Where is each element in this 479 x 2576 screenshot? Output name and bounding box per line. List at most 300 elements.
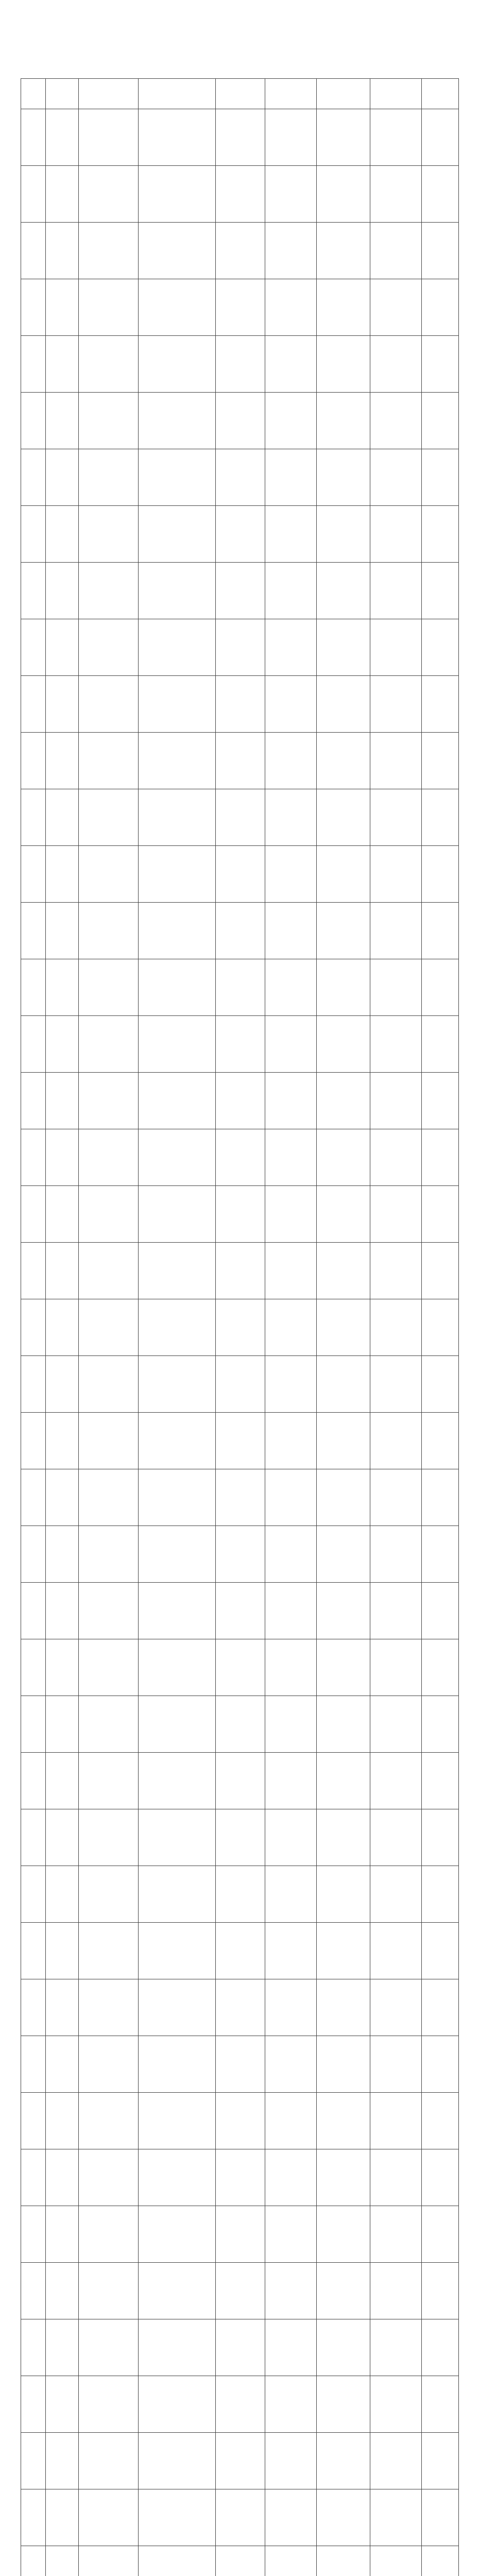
table-cell-c6 <box>265 1243 317 1299</box>
table-cell-c1 <box>21 1129 46 1186</box>
table-cell-c3 <box>79 846 139 903</box>
table-cell-c9 <box>422 1979 459 2036</box>
table-cell-c5 <box>216 449 265 506</box>
table-cell-c6 <box>265 2433 317 2489</box>
table-cell-c7 <box>317 1753 370 1809</box>
table-cell-c3 <box>79 166 139 223</box>
table-cell-c9 <box>422 2376 459 2433</box>
table-cell-c4 <box>139 2206 216 2263</box>
table-cell-c3 <box>79 2263 139 2319</box>
table-cell-c5 <box>216 2433 265 2489</box>
table-cell-c1 <box>21 563 46 619</box>
table-cell-c5 <box>216 2093 265 2149</box>
table-cell-c9 <box>422 1243 459 1299</box>
table-row <box>21 1866 459 1923</box>
table-cell-c6 <box>265 1356 317 1413</box>
table-cell-c4 <box>139 1696 216 1753</box>
table-cell-c9 <box>422 903 459 959</box>
table-cell-c4 <box>139 1866 216 1923</box>
table-cell-c2 <box>46 506 79 563</box>
table-cell-c6 <box>265 1639 317 1696</box>
table-cell-c7 <box>317 1299 370 1356</box>
table-row <box>21 563 459 619</box>
table-cell-c3 <box>79 1696 139 1753</box>
table-cell-c4 <box>139 1526 216 1583</box>
table-cell-c2 <box>46 846 79 903</box>
table-cell-c4 <box>139 2149 216 2206</box>
table-cell-c2 <box>46 2093 79 2149</box>
table-cell-c4 <box>139 789 216 846</box>
table-cell-c3 <box>79 2036 139 2093</box>
table-cell-c6 <box>265 449 317 506</box>
table-cell-c1 <box>21 2263 46 2319</box>
table-cell-c1 <box>21 733 46 789</box>
table-cell-c4 <box>139 1073 216 1129</box>
table-row <box>21 336 459 393</box>
table-cell-c7 <box>317 2546 370 2576</box>
table-cell-c9 <box>422 393 459 449</box>
column-header-c8 <box>370 79 422 109</box>
table-cell-c1 <box>21 2376 46 2433</box>
table-cell-c3 <box>79 1809 139 1866</box>
table-cell-c4 <box>139 506 216 563</box>
table-cell-c6 <box>265 1809 317 1866</box>
table-cell-c9 <box>422 1809 459 1866</box>
table-cell-c8 <box>370 2263 422 2319</box>
table-row <box>21 1299 459 1356</box>
table-cell-c6 <box>265 2489 317 2546</box>
column-header-c7 <box>317 79 370 109</box>
table-cell-c2 <box>46 1243 79 1299</box>
table-cell-c7 <box>317 1469 370 1526</box>
table-row <box>21 1413 459 1469</box>
table-row <box>21 1696 459 1753</box>
table-cell-c1 <box>21 279 46 336</box>
table-cell-c2 <box>46 336 79 393</box>
table-cell-c6 <box>265 2206 317 2263</box>
table-cell-c4 <box>139 1753 216 1809</box>
table-cell-c6 <box>265 506 317 563</box>
table-cell-c7 <box>317 1809 370 1866</box>
table-cell-c6 <box>265 2263 317 2319</box>
table-cell-c1 <box>21 1413 46 1469</box>
table-cell-c7 <box>317 2319 370 2376</box>
table-cell-c9 <box>422 789 459 846</box>
table-cell-c7 <box>317 2149 370 2206</box>
table-cell-c7 <box>317 393 370 449</box>
table-cell-c5 <box>216 2489 265 2546</box>
table-cell-c8 <box>370 2319 422 2376</box>
table-cell-c7 <box>317 279 370 336</box>
column-header-c5 <box>216 79 265 109</box>
table-cell-c4 <box>139 563 216 619</box>
table-cell-c7 <box>317 223 370 279</box>
table-cell-c2 <box>46 1526 79 1583</box>
table-cell-c5 <box>216 1186 265 1243</box>
table-cell-c2 <box>46 1413 79 1469</box>
table-cell-c2 <box>46 1866 79 1923</box>
table-row <box>21 619 459 676</box>
table-cell-c1 <box>21 2489 46 2546</box>
table-cell-c2 <box>46 166 79 223</box>
table-cell-c9 <box>422 1866 459 1923</box>
table-cell-c5 <box>216 1469 265 1526</box>
table-cell-c4 <box>139 619 216 676</box>
table-cell-c3 <box>79 1016 139 1073</box>
table-cell-c1 <box>21 1469 46 1526</box>
table-cell-c3 <box>79 733 139 789</box>
table-cell-c3 <box>79 506 139 563</box>
table-row <box>21 1073 459 1129</box>
table-cell-c6 <box>265 2093 317 2149</box>
table-cell-c4 <box>139 1016 216 1073</box>
table-cell-c7 <box>317 1073 370 1129</box>
table-cell-c5 <box>216 2036 265 2093</box>
table-cell-c6 <box>265 959 317 1016</box>
table-cell-c7 <box>317 789 370 846</box>
table-row <box>21 2319 459 2376</box>
table-cell-c7 <box>317 1979 370 2036</box>
table-cell-c7 <box>317 109 370 166</box>
table-cell-c9 <box>422 1073 459 1129</box>
table-cell-c8 <box>370 2149 422 2206</box>
table-cell-c9 <box>422 449 459 506</box>
table-cell-c4 <box>139 1129 216 1186</box>
table-cell-c2 <box>46 563 79 619</box>
table-cell-c7 <box>317 336 370 393</box>
table-cell-c7 <box>317 1243 370 1299</box>
table-cell-c5 <box>216 279 265 336</box>
table-cell-c3 <box>79 1866 139 1923</box>
table-cell-c5 <box>216 846 265 903</box>
table-cell-c3 <box>79 223 139 279</box>
table-cell-c8 <box>370 223 422 279</box>
table-row <box>21 449 459 506</box>
table-cell-c9 <box>422 109 459 166</box>
table-cell-c4 <box>139 1243 216 1299</box>
table-cell-c3 <box>79 1753 139 1809</box>
table-cell-c8 <box>370 1016 422 1073</box>
table-cell-c4 <box>139 903 216 959</box>
table-cell-c3 <box>79 1356 139 1413</box>
table-cell-c1 <box>21 449 46 506</box>
table-cell-c9 <box>422 223 459 279</box>
table-cell-c5 <box>216 2376 265 2433</box>
table-cell-c6 <box>265 1923 317 1979</box>
table-cell-c8 <box>370 1866 422 1923</box>
table-cell-c6 <box>265 1129 317 1186</box>
table-cell-c3 <box>79 2546 139 2576</box>
table-row <box>21 109 459 166</box>
table-cell-c8 <box>370 959 422 1016</box>
table-cell-c9 <box>422 619 459 676</box>
table-cell-c8 <box>370 2206 422 2263</box>
table-cell-c4 <box>139 1356 216 1413</box>
table-cell-c1 <box>21 336 46 393</box>
table-cell-c1 <box>21 1979 46 2036</box>
table-cell-c2 <box>46 1129 79 1186</box>
table-cell-c6 <box>265 563 317 619</box>
table-row <box>21 903 459 959</box>
table-cell-c6 <box>265 1696 317 1753</box>
table-row <box>21 166 459 223</box>
table-cell-c6 <box>265 279 317 336</box>
table-cell-c9 <box>422 1639 459 1696</box>
table-cell-c1 <box>21 1243 46 1299</box>
table-cell-c1 <box>21 1809 46 1866</box>
table-cell-c9 <box>422 336 459 393</box>
table-cell-c2 <box>46 1356 79 1413</box>
table-cell-c6 <box>265 2036 317 2093</box>
table-cell-c9 <box>422 1923 459 1979</box>
table-row <box>21 1129 459 1186</box>
table-cell-c6 <box>265 223 317 279</box>
table-cell-c8 <box>370 846 422 903</box>
table-cell-c8 <box>370 506 422 563</box>
table-cell-c6 <box>265 393 317 449</box>
table-cell-c1 <box>21 1583 46 1639</box>
table-cell-c5 <box>216 619 265 676</box>
table-cell-c5 <box>216 733 265 789</box>
table-cell-c3 <box>79 1469 139 1526</box>
column-header-c2 <box>46 79 79 109</box>
table-cell-c2 <box>46 733 79 789</box>
table-cell-c1 <box>21 2149 46 2206</box>
table-cell-c5 <box>216 1413 265 1469</box>
table-cell-c2 <box>46 676 79 733</box>
table-cell-c1 <box>21 1356 46 1413</box>
table-cell-c4 <box>139 959 216 1016</box>
table-cell-c4 <box>139 846 216 903</box>
table-cell-c7 <box>317 846 370 903</box>
table-cell-c2 <box>46 1016 79 1073</box>
table-cell-c7 <box>317 1186 370 1243</box>
table-cell-c7 <box>317 506 370 563</box>
table-cell-c1 <box>21 166 46 223</box>
column-header-c4 <box>139 79 216 109</box>
table-cell-c4 <box>139 336 216 393</box>
table-cell-c1 <box>21 1526 46 1583</box>
table-cell-c4 <box>139 2433 216 2489</box>
table-cell-c5 <box>216 2263 265 2319</box>
table-cell-c9 <box>422 1469 459 1526</box>
table-cell-c1 <box>21 2319 46 2376</box>
table-cell-c3 <box>79 1413 139 1469</box>
table-cell-c6 <box>265 1583 317 1639</box>
table-cell-c9 <box>422 506 459 563</box>
table-cell-c2 <box>46 1583 79 1639</box>
table-cell-c8 <box>370 903 422 959</box>
table-cell-c7 <box>317 1639 370 1696</box>
table-cell-c5 <box>216 1923 265 1979</box>
table-cell-c6 <box>265 336 317 393</box>
table-cell-c7 <box>317 1923 370 1979</box>
table-cell-c8 <box>370 109 422 166</box>
table-cell-c5 <box>216 903 265 959</box>
table-cell-c6 <box>265 619 317 676</box>
table-cell-c1 <box>21 1923 46 1979</box>
table-cell-c4 <box>139 109 216 166</box>
document-title <box>21 47 458 70</box>
table-row <box>21 1016 459 1073</box>
table-cell-c8 <box>370 563 422 619</box>
table-cell-c4 <box>139 1299 216 1356</box>
table-row <box>21 2036 459 2093</box>
table-row <box>21 2093 459 2149</box>
table-cell-c6 <box>265 166 317 223</box>
table-cell-c4 <box>139 1186 216 1243</box>
table-cell-c9 <box>422 1526 459 1583</box>
column-header-c9 <box>422 79 459 109</box>
table-cell-c9 <box>422 2036 459 2093</box>
table-cell-c8 <box>370 2546 422 2576</box>
table-cell-c7 <box>317 1356 370 1413</box>
table-cell-c4 <box>139 393 216 449</box>
table-cell-c6 <box>265 2546 317 2576</box>
table-cell-c2 <box>46 2036 79 2093</box>
table-cell-c2 <box>46 2546 79 2576</box>
table-cell-c4 <box>139 2036 216 2093</box>
table-cell-c6 <box>265 1073 317 1129</box>
table-row <box>21 2263 459 2319</box>
table-cell-c3 <box>79 2489 139 2546</box>
table-cell-c8 <box>370 1639 422 1696</box>
table-cell-c2 <box>46 2433 79 2489</box>
table-cell-c5 <box>216 2546 265 2576</box>
table-cell-c7 <box>317 1016 370 1073</box>
table-cell-c3 <box>79 1073 139 1129</box>
table-cell-c5 <box>216 789 265 846</box>
table-cell-c2 <box>46 109 79 166</box>
table-cell-c3 <box>79 2433 139 2489</box>
table-cell-c3 <box>79 563 139 619</box>
table-cell-c1 <box>21 1299 46 1356</box>
table-cell-c3 <box>79 1979 139 2036</box>
table-cell-c6 <box>265 2319 317 2376</box>
table-cell-c8 <box>370 1923 422 1979</box>
table-cell-c9 <box>422 1129 459 1186</box>
table-cell-c8 <box>370 619 422 676</box>
document-note <box>21 25 458 37</box>
table-cell-c2 <box>46 1186 79 1243</box>
table-cell-c5 <box>216 1299 265 1356</box>
table-cell-c6 <box>265 1753 317 1809</box>
table-row <box>21 223 459 279</box>
table-cell-c5 <box>216 1016 265 1073</box>
table-cell-c9 <box>422 2546 459 2576</box>
table-row <box>21 789 459 846</box>
table-cell-c2 <box>46 449 79 506</box>
table-cell-c9 <box>422 1583 459 1639</box>
table-cell-c8 <box>370 1243 422 1299</box>
table-cell-c9 <box>422 2319 459 2376</box>
table-cell-c8 <box>370 1696 422 1753</box>
table-cell-c6 <box>265 2149 317 2206</box>
table-cell-c6 <box>265 1413 317 1469</box>
table-cell-c8 <box>370 2376 422 2433</box>
table-cell-c4 <box>139 1979 216 2036</box>
table-cell-c7 <box>317 2376 370 2433</box>
table-cell-c3 <box>79 449 139 506</box>
table-cell-c8 <box>370 1129 422 1186</box>
table-cell-c8 <box>370 1979 422 2036</box>
table-row <box>21 2206 459 2263</box>
table-cell-c6 <box>265 1469 317 1526</box>
table-cell-c7 <box>317 2263 370 2319</box>
table-cell-c2 <box>46 903 79 959</box>
table-cell-c8 <box>370 393 422 449</box>
table-cell-c4 <box>139 166 216 223</box>
table-row <box>21 1583 459 1639</box>
table-cell-c9 <box>422 1356 459 1413</box>
table-row <box>21 2376 459 2433</box>
table-cell-c4 <box>139 1809 216 1866</box>
table-cell-c8 <box>370 2093 422 2149</box>
table-cell-c2 <box>46 223 79 279</box>
table-row <box>21 1356 459 1413</box>
table-cell-c3 <box>79 1243 139 1299</box>
table-cell-c3 <box>79 1129 139 1186</box>
table-cell-c8 <box>370 1583 422 1639</box>
table-row <box>21 959 459 1016</box>
table-cell-c4 <box>139 733 216 789</box>
table-cell-c1 <box>21 2546 46 2576</box>
table-cell-c2 <box>46 2149 79 2206</box>
table-cell-c9 <box>422 563 459 619</box>
table-cell-c2 <box>46 2319 79 2376</box>
table-cell-c4 <box>139 1639 216 1696</box>
table-body <box>21 109 459 2576</box>
table-cell-c8 <box>370 676 422 733</box>
table-cell-c5 <box>216 1696 265 1753</box>
table-cell-c5 <box>216 1753 265 1809</box>
table-row <box>21 2433 459 2489</box>
table-cell-c5 <box>216 676 265 733</box>
table-cell-c8 <box>370 2433 422 2489</box>
table-cell-c7 <box>317 1866 370 1923</box>
table-cell-c8 <box>370 1809 422 1866</box>
table-row <box>21 733 459 789</box>
table-cell-c3 <box>79 1186 139 1243</box>
table-cell-c6 <box>265 1979 317 2036</box>
table-cell-c8 <box>370 1526 422 1583</box>
table-cell-c3 <box>79 1526 139 1583</box>
table-cell-c1 <box>21 109 46 166</box>
table-cell-c3 <box>79 1639 139 1696</box>
table-cell-c5 <box>216 1356 265 1413</box>
table-cell-c1 <box>21 1186 46 1243</box>
table-cell-c2 <box>46 1696 79 1753</box>
table-cell-c5 <box>216 393 265 449</box>
table-cell-c4 <box>139 223 216 279</box>
table-cell-c2 <box>46 1809 79 1866</box>
table-cell-c8 <box>370 279 422 336</box>
table-cell-c7 <box>317 676 370 733</box>
table-row <box>21 676 459 733</box>
table-row <box>21 506 459 563</box>
table-cell-c8 <box>370 449 422 506</box>
table-cell-c6 <box>265 676 317 733</box>
table-cell-c3 <box>79 393 139 449</box>
table-cell-c5 <box>216 1866 265 1923</box>
table-cell-c3 <box>79 2376 139 2433</box>
table-cell-c7 <box>317 1696 370 1753</box>
table-cell-c2 <box>46 1469 79 1526</box>
table-cell-c7 <box>317 1526 370 1583</box>
table-cell-c8 <box>370 1753 422 1809</box>
table-cell-c4 <box>139 1413 216 1469</box>
table-cell-c6 <box>265 789 317 846</box>
